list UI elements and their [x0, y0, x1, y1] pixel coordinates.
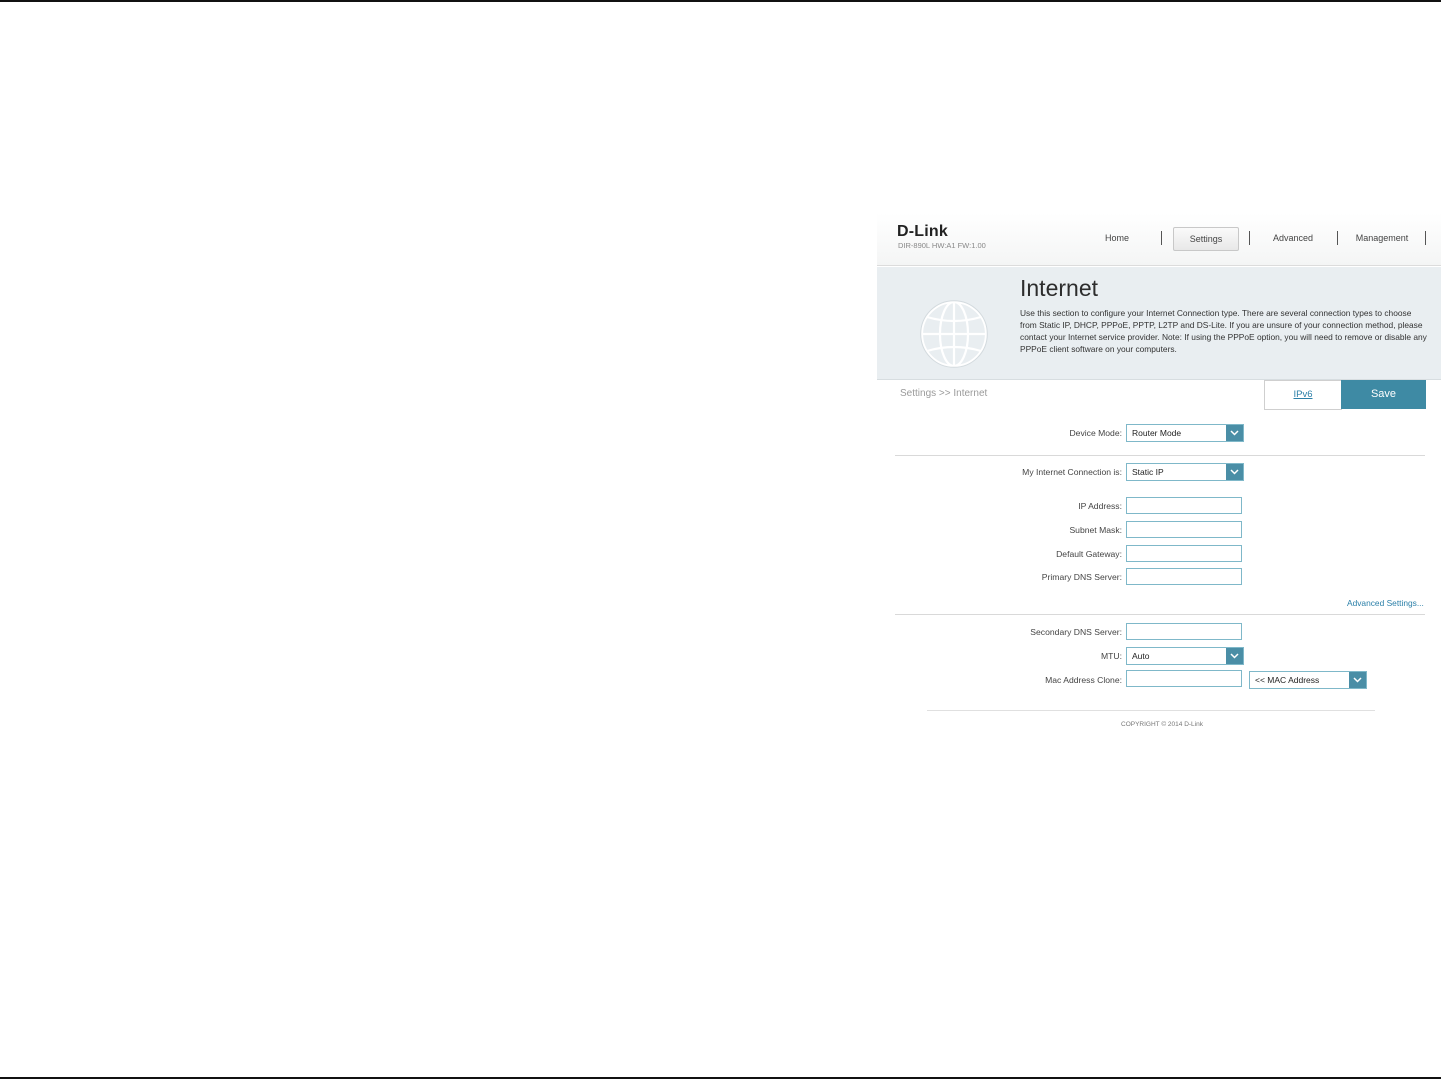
chevron-down-icon	[1349, 672, 1366, 688]
nav-separator	[1249, 231, 1250, 245]
device-mode-select[interactable]	[1126, 424, 1244, 442]
ip-address-label: IP Address:	[1078, 501, 1122, 511]
chevron-down-icon	[1226, 648, 1243, 664]
chevron-down-icon	[1226, 425, 1243, 441]
secondary-dns-label: Secondary DNS Server:	[1030, 627, 1122, 637]
section-divider	[895, 455, 1425, 456]
nav-separator	[1425, 231, 1426, 245]
mtu-value: Auto	[1132, 651, 1150, 661]
breadcrumb: Settings >> Internet	[900, 388, 988, 399]
footer-divider	[927, 710, 1375, 711]
default-gateway-label: Default Gateway:	[1056, 549, 1122, 559]
ipv6-button[interactable]: IPv6	[1264, 380, 1342, 410]
ip-address-input[interactable]	[1126, 497, 1242, 514]
subnet-mask-input[interactable]	[1126, 521, 1242, 538]
mtu-select[interactable]	[1126, 647, 1244, 665]
nav-separator	[1337, 231, 1338, 245]
primary-dns-input[interactable]	[1126, 568, 1242, 585]
page-title: Internet	[1020, 275, 1098, 301]
model-info: DIR-890L HW:A1 FW:1.00	[898, 241, 986, 250]
mac-address-select-value: << MAC Address	[1255, 675, 1320, 685]
copyright: COPYRIGHT © 2014 D-Link	[1121, 721, 1203, 728]
mac-address-select[interactable]	[1249, 671, 1367, 689]
chevron-down-icon	[1226, 464, 1243, 480]
primary-dns-label: Primary DNS Server:	[1041, 572, 1122, 582]
save-button[interactable]: Save	[1341, 380, 1426, 409]
device-mode-value: Router Mode	[1132, 428, 1182, 438]
advanced-settings-link[interactable]: Advanced Settings...	[1347, 598, 1424, 608]
mac-clone-label: Mac Address Clone:	[1045, 675, 1122, 685]
nav-management[interactable]: Management	[1355, 233, 1409, 243]
connection-type-value: Static IP	[1132, 467, 1164, 477]
section-divider	[895, 614, 1425, 615]
page-bottom-rule	[0, 1077, 1441, 1079]
connection-type-select[interactable]	[1126, 463, 1244, 481]
nav-settings[interactable]: Settings	[1173, 227, 1239, 251]
page-banner	[877, 267, 1441, 380]
nav-advanced[interactable]: Advanced	[1272, 233, 1314, 243]
device-mode-label: Device Mode:	[1069, 428, 1122, 438]
page-top-rule	[0, 0, 1441, 2]
default-gateway-input[interactable]	[1126, 545, 1242, 562]
dlink-logo: D-Link	[897, 223, 948, 240]
connection-type-label: My Internet Connection is:	[1022, 467, 1122, 477]
secondary-dns-input[interactable]	[1126, 623, 1242, 640]
mtu-label: MTU:	[1100, 651, 1122, 661]
header	[877, 213, 1441, 266]
nav-separator	[1161, 231, 1162, 245]
router-web-ui	[877, 213, 1441, 743]
subnet-mask-label: Subnet Mask:	[1069, 525, 1122, 535]
nav-home[interactable]: Home	[1104, 233, 1129, 243]
mac-clone-input[interactable]	[1126, 670, 1242, 687]
globe-icon	[919, 299, 989, 369]
page-description: Use this section to configure your Internet Connection type. There are several connection types to choose from Static IP, DHCP, PPPoE, PPTP, L2TP and DS-Lite. If you are unsure of your connection method, please contact your Internet service provider. Note: If using the PPPoE option, you will need to remove or disable any PPPoE client software on your computers.	[1020, 308, 1427, 354]
